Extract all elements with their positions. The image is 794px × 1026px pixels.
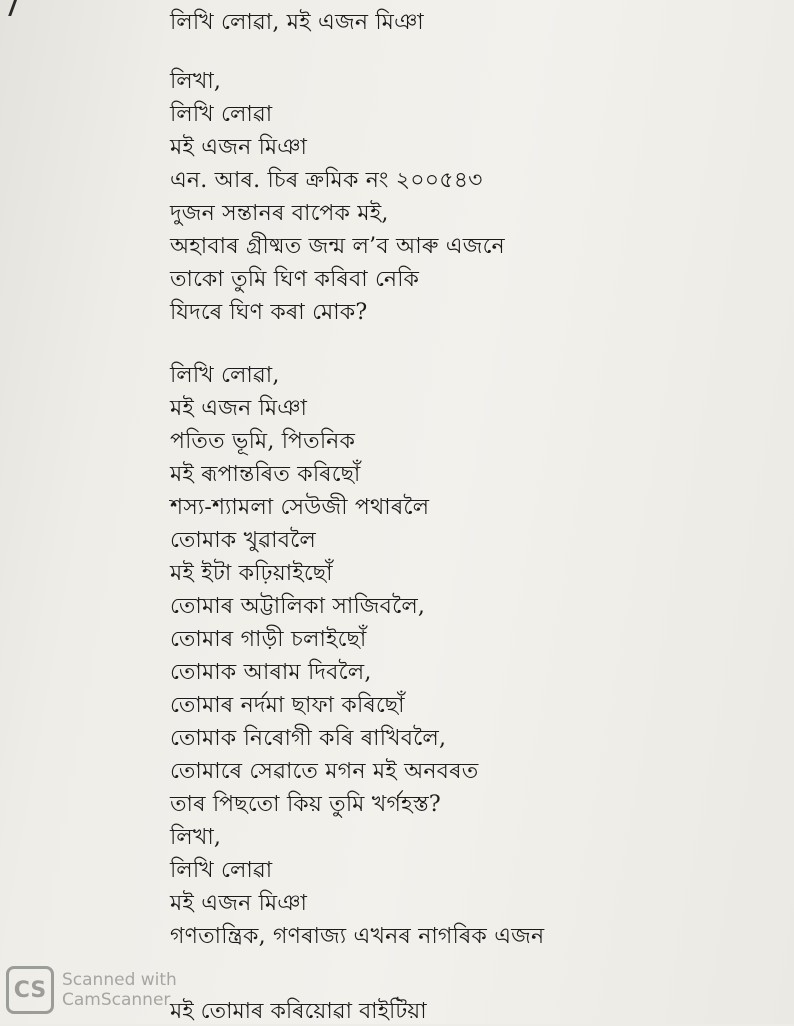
poem-line: লিখি লোৱা <box>170 102 273 127</box>
poem-line: তোমাৰ অট্টালিকা সাজিবলৈ, <box>170 594 426 619</box>
poem-line: তাৰ পিছতো কিয় তুমি খৰ্গহস্ত? <box>170 792 441 817</box>
poem-line: লিখি লোৱা, <box>170 363 280 388</box>
poem-line: মই এজন মিঞা <box>170 135 308 160</box>
cutoff-line-text: মই তোমাৰ কৰিয়োৱা বাইটিয়া <box>170 999 427 1024</box>
poem-line: লিখি লোৱা <box>170 858 273 883</box>
poem-line: মই ইটা কঢ়িয়াইছোঁ <box>170 561 333 586</box>
poem-line: গণতান্ত্ৰিক, গণৰাজ্য এখনৰ নাগৰিক এজন <box>170 924 545 949</box>
watermark-line-1: Scanned with <box>62 970 177 990</box>
poem-line: তোমাক খুৱাবলৈ <box>170 528 316 553</box>
poem-line: শস্য-শ্যামলা সেউজী পথাৰলৈ <box>170 495 430 520</box>
stanza-2 <box>170 359 770 953</box>
poem-line: তাকো তুমি ঘিণ কৰিবা নেকি <box>170 267 420 292</box>
poem-line: অহাবাৰ গ্ৰীষ্মত জন্ম ল’ব আৰু এজনে <box>170 234 505 259</box>
poem-line: তোমাক আৰাম দিবলৈ, <box>170 660 372 685</box>
poem-body <box>170 6 770 953</box>
poem-line: পতিত ভূমি, পিতনিক <box>170 429 356 454</box>
watermark-text <box>62 970 177 1010</box>
poem-line: মই ৰূপান্তৰিত কৰিছোঁ <box>170 462 361 487</box>
poem-line: তোমাৰে সেৱাতে মগন মই অনবৰত <box>170 759 479 784</box>
poem-line: লিখা, <box>170 69 222 94</box>
poem-line: এন. আৰ. চিৰ ক্ৰমিক নং ২০০৫৪৩ <box>170 168 483 193</box>
page-edge-mark <box>0 0 17 16</box>
poem-line: লিখা, <box>170 825 222 850</box>
poem-line: দুজন সন্তানৰ বাপেক মই, <box>170 201 389 226</box>
poem-title: লিখি লোৱা, মই এজন মিঞা <box>170 10 424 35</box>
camscanner-logo-icon: CS <box>6 966 54 1014</box>
watermark-line-2: CamScanner <box>62 990 171 1010</box>
stanza-1 <box>170 65 770 329</box>
poem-line: যিদৰে ঘিণ কৰা মোক? <box>170 300 368 325</box>
camscanner-watermark <box>6 966 177 1014</box>
poem-line: মই এজন মিঞা <box>170 396 308 421</box>
poem-line: মই এজন মিঞা <box>170 891 308 916</box>
poem-line: তোমাৰ নৰ্দমা ছাফা কৰিছোঁ <box>170 693 405 718</box>
cutoff-line <box>170 999 470 1024</box>
poem-line: তোমাৰ গাড়ী চলাইছোঁ <box>170 627 367 652</box>
poem-line: তোমাক নিৰোগী কৰি ৰাখিবলৈ, <box>170 726 447 751</box>
